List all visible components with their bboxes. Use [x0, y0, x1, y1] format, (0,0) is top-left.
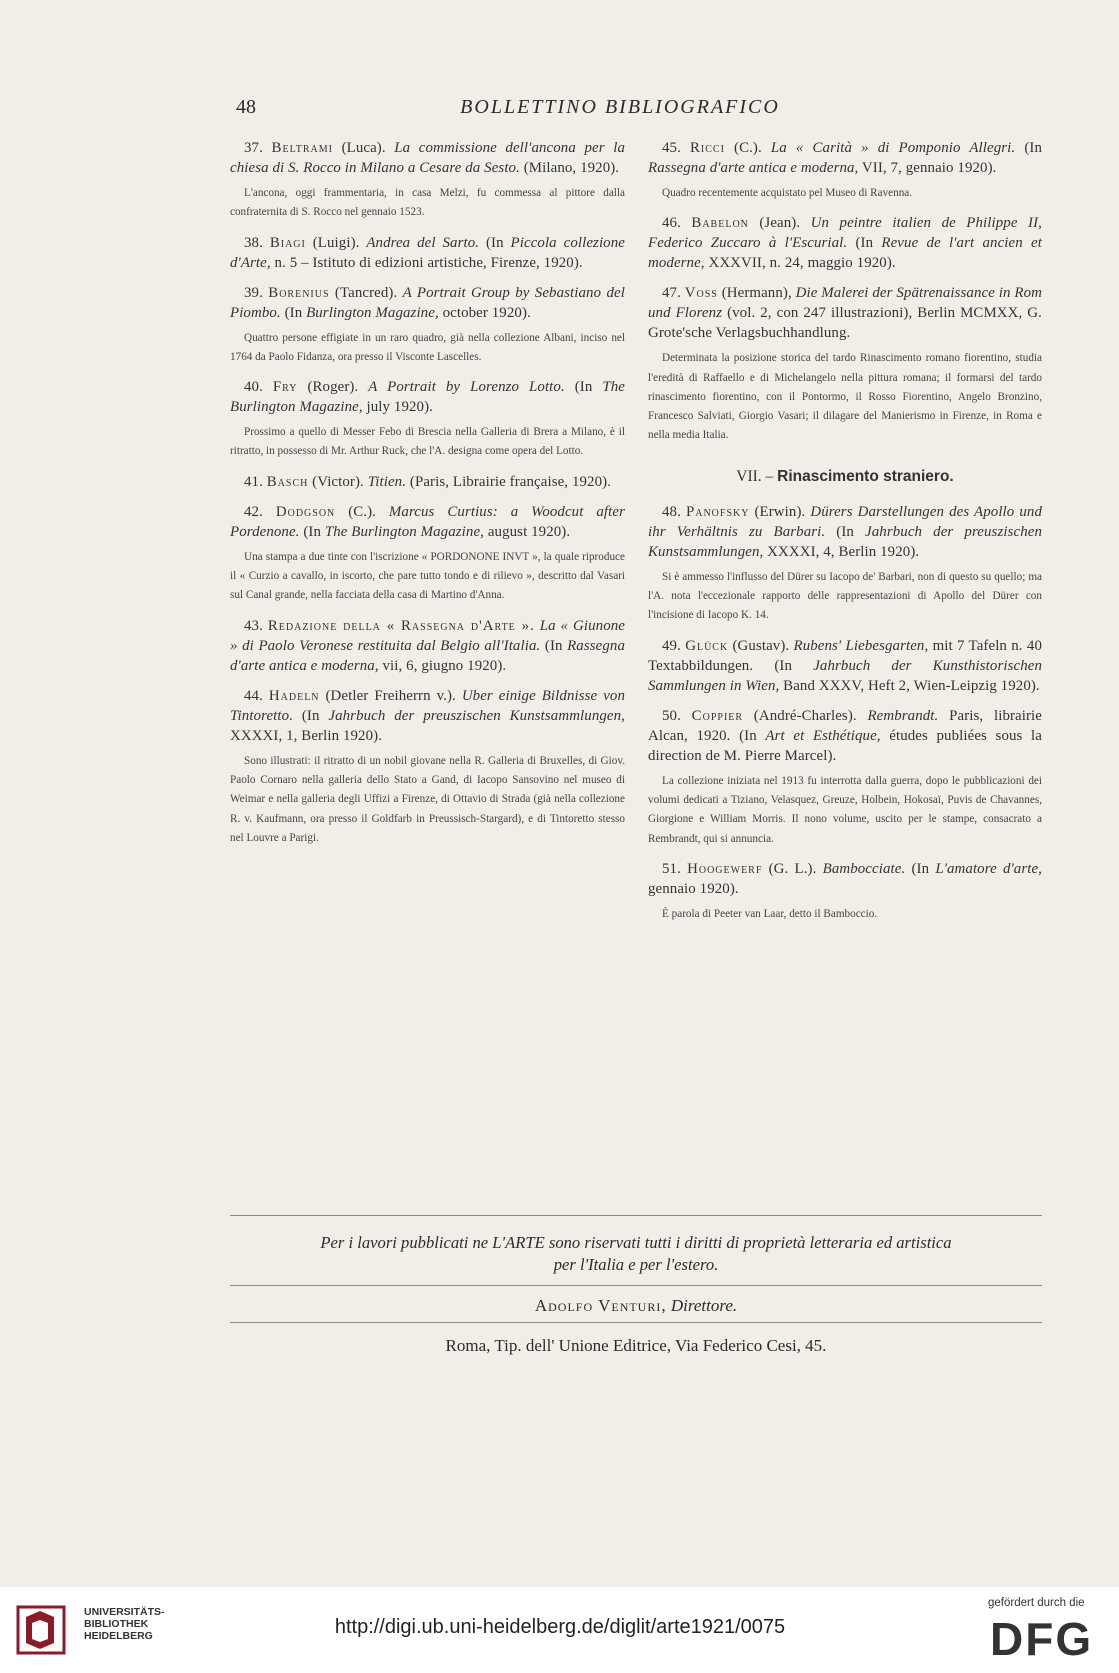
entry-publication: (In: [280, 304, 307, 321]
entry-publication-detail: gennaio 1920).: [648, 880, 739, 897]
entry-number: 38.: [244, 234, 263, 251]
director-title: Direttore.: [670, 1296, 738, 1315]
section-heading: [648, 468, 1042, 486]
entry-publication: (Paris, Librairie française, 1920).: [406, 473, 612, 490]
entry-publication: (In: [299, 523, 325, 540]
permalink-url[interactable]: http://digi.ub.uni-heidelberg.de/diglit/arte1921/0075: [334, 1616, 786, 1638]
entry-title: Un peintre italien de Philippe II, Federico Zuccaro à l'Escurial.: [648, 215, 1042, 252]
entry-note-40: Prossimo a quello di Messer Febo di Brescia nella Galleria di Brera a Milano, è il ritratto, in possesso di Mr. Arthur Ruck, che l'A. designa come opera del Lotto.: [230, 426, 625, 458]
entry-title: Andrea del Sarto.: [366, 234, 480, 251]
entry-author-detail: (G. L.).: [762, 860, 823, 877]
bibliography-entry-49: [648, 636, 1042, 696]
entry-journal: Jahrbuch der preuszischen Kunstsammlungen,: [648, 523, 1042, 560]
entry-journal: L'amatore d'arte,: [935, 860, 1042, 877]
entry-journal: Piccola collezione d'Arte,: [230, 234, 625, 271]
entry-publication-detail: XXXXI, 1, Berlin 1920).: [230, 727, 383, 744]
entry-journal: Jahrbuch der preuszischen Kunstsammlungen,: [328, 707, 625, 724]
right-column-lower: [648, 502, 1042, 924]
entry-author: Hadeln: [268, 687, 320, 704]
entry-title: A Portrait by Lorenzo Lotto.: [368, 379, 565, 396]
entry-journal: The Burlington Magazine,: [324, 523, 484, 540]
entry-publication: (In: [847, 235, 882, 252]
entry-title: Marcus Curtius: a Woodcut after Pordenone.: [230, 503, 625, 540]
entry-number: 41.: [244, 473, 263, 490]
entry-title: La « Giunone » di Paolo Veronese restituita dal Belgio all'Italia.: [230, 617, 625, 654]
library-name: [84, 1606, 165, 1642]
entry-journal: Rassegna d'arte antica e moderna,: [230, 637, 625, 674]
page-header: [0, 96, 1119, 126]
bibliography-entry-38: [230, 233, 625, 273]
entry-author: Panofsky: [685, 503, 750, 520]
entry-publication: (In: [825, 523, 866, 540]
entry-author: Biagi: [269, 234, 306, 251]
entry-title: La commissione dell'ancona per la chiesa di S. Rocco in Milano a Cesare da Sesto.: [230, 140, 626, 176]
entry-publication: mit 7 Tafeln n. 40 Textabbildungen. (In: [648, 637, 1043, 674]
entry-author: Voss: [684, 285, 718, 302]
entry-publication-detail: XXXXI, 4, Berlin 1920).: [763, 543, 920, 560]
entry-author-detail: (André-Charles).: [743, 707, 868, 724]
library-logo[interactable]: [16, 1603, 165, 1657]
entry-publication: (In: [905, 860, 936, 877]
entry-number: 39.: [244, 284, 263, 301]
entry-author-detail: (Victor).: [308, 473, 368, 490]
library-name-line-3: HEIDELBERG: [84, 1630, 153, 1642]
entry-number: 50.: [662, 707, 681, 724]
entry-author-detail: (Erwin).: [749, 503, 811, 520]
entry-number: 40.: [244, 379, 263, 396]
lower-rule: [230, 1322, 1042, 1323]
entry-number: 45.: [662, 140, 681, 156]
entry-author: Fry: [272, 379, 298, 396]
entry-number: 47.: [662, 285, 681, 302]
bibliography-entry-45: [648, 138, 1042, 178]
entry-journal: Rassegna d'arte antica e moderna,: [648, 160, 859, 176]
copyright-notice: [230, 1232, 1042, 1276]
entry-note-44: Sono illustrati: il ritratto di un nobil giovane nella R. Galleria di Bruxelles, di Giov. Paolo Cornaro nella galleria dello Stato a Gand, di Iacopo Sansovino nel museo di Weimar e nella galleria degli Uffizi a Firenze, di Ottavio di Strada (già nella collezione R. v. Kaufmann, ora presso il Goldfarb in Preussisch-Stargard), e di Tintoretto stesso nel Louvre a Parigi.: [230, 754, 625, 844]
entry-publication: (In: [479, 234, 511, 251]
entry-number: 42.: [244, 503, 263, 520]
entry-note-42: Una stampa a due tinte con l'iscrizione « PORDONONE INVT », la quale riproduce il « Curzio a cavallo, in iscorto, che pare tutto tondo e di rilievo », descritto dal Vasari sul Canal grande, nella facciata della casa di Martino d'Anna.: [230, 550, 625, 602]
page-number: 48: [236, 96, 256, 118]
entry-author: Beltrami: [271, 140, 333, 156]
entry-journal: Jahrbuch der Kunsthistorischen Sammlungen in Wien,: [648, 657, 1042, 694]
entry-author-detail: (Roger).: [297, 379, 369, 396]
entry-author: Coppier: [691, 707, 744, 724]
entry-author: Glück: [685, 637, 729, 654]
entry-number: 48.: [662, 503, 681, 520]
entry-publication-detail: august 1920).: [484, 523, 571, 540]
entry-publication: (vol. 2, con 247 illustrazioni), Berlin MCMXX, G. Grote'sche Verlagsbuchhandlung.: [648, 305, 1042, 342]
bibliography-entry-51: [648, 859, 1042, 899]
bibliography-entry-42: [230, 502, 625, 542]
viewer-footer: [0, 1587, 1119, 1673]
entry-title: Rubens' Liebesgarten,: [793, 637, 929, 654]
entry-author-detail: (Luigi).: [305, 234, 367, 251]
entry-author-detail: (Gustav).: [728, 637, 794, 654]
entry-publication: (In: [564, 379, 603, 396]
library-seal-icon: [16, 1603, 76, 1657]
section-number: VII. –: [736, 467, 774, 485]
director-name: Adolfo Venturi,: [534, 1296, 667, 1315]
entry-publication-detail: vii, 6, giugno 1920).: [378, 657, 507, 674]
entry-number: 51.: [662, 860, 681, 877]
entry-author-detail: (Luca).: [332, 140, 395, 156]
bibliography-entry-37: [230, 138, 625, 178]
entry-author-detail: (C.).: [335, 503, 389, 520]
entry-publication: Paris, librairie Alcan, 1920. (In: [648, 707, 1043, 744]
sponsor-label: gefördert durch die: [988, 1597, 1085, 1609]
entry-title: Titien.: [367, 473, 407, 490]
bibliography-entry-40: [230, 377, 625, 417]
entry-note-47: Determinata la posizione storica del tardo Rinascimento romano fiorentino, studia l'eredità di Raffaello e di Michelangelo nella pittura romana; il formarsi del tardo rinascimento fiorentino, con il Pontormo, il Rosso Fiorentino, Angelo Bronzino, Francesco Salviati, Giorgio Vasari; il dilagare del Manierismo in Firenze, in Roma e nella media Italia.: [648, 352, 1042, 442]
running-title: BOLLETTINO BIBLIOGRAFICO: [460, 96, 780, 118]
entry-author: Borenius: [268, 284, 330, 301]
entry-note-51: È parola di Peeter van Laar, detto il Bamboccio.: [662, 907, 878, 920]
entry-publication-detail: XXXVII, n. 24, maggio 1920).: [704, 255, 896, 272]
dfg-logo[interactable]: [990, 1615, 1102, 1661]
entry-publication-detail: études publiées sous la direction de M. Pierre Marcel).: [648, 727, 1043, 764]
printer-line: Roma, Tip. dell' Unione Editrice, Via Federico Cesi, 45.: [445, 1336, 827, 1355]
entry-note-48: Si è ammesso l'influsso del Dürer su Iacopo de' Barbari, non di questo su quello; ma l'A. nota l'eccezionale rapporto delle rappresentazioni di Apollo del Dürer con l'incisione di Iacopo K. 14.: [648, 570, 1042, 622]
bibliography-entry-44: [230, 686, 625, 746]
entry-title: Bambocciate.: [822, 860, 906, 877]
entry-publication: (Milano, 1920).: [519, 160, 620, 176]
entry-author-detail: (Tancred).: [329, 284, 403, 301]
left-column: [230, 138, 625, 858]
bibliography-entry-39: [230, 283, 625, 323]
bibliography-entry-47: [648, 283, 1042, 343]
entry-note-45: Quadro recentemente acquistato pel Museo di Ravenna.: [662, 187, 913, 199]
entry-number: 49.: [662, 637, 681, 654]
entry-number: 37.: [244, 140, 263, 156]
bibliography-entry-43: [230, 616, 625, 676]
entry-number: 44.: [244, 687, 263, 704]
entry-journal: Art et Esthétique,: [765, 727, 881, 744]
entry-author: Hoogewerf: [687, 860, 763, 877]
entry-author-detail: (C.).: [724, 140, 771, 156]
entry-author-detail: (Detler Freiherrn v.).: [319, 687, 462, 704]
entry-author: Dodgson: [275, 503, 336, 520]
entry-title: Rembrandt.: [867, 707, 939, 724]
entry-publication-detail: july 1920).: [362, 399, 433, 416]
entry-journal: Burlington Magazine,: [306, 304, 439, 321]
entry-title: Uber einige Bildnisse von Tintoretto.: [230, 687, 625, 724]
library-name-line-2: BIBLIOTHEK: [84, 1618, 149, 1630]
director-line: [230, 1296, 1042, 1316]
entry-publication-detail: n. 5 – Istituto di edizioni artistiche, Firenze, 1920).: [270, 254, 583, 271]
notice-line-1: Per i lavori pubblicati ne L'ARTE sono riservati tutti i diritti di proprietà letteraria ed artistica: [320, 1233, 952, 1252]
notice-line-2: per l'Italia e per l'estero.: [553, 1255, 719, 1274]
entry-author: Ricci: [690, 140, 725, 156]
entry-publication: (In: [293, 707, 329, 724]
bibliography-entry-46: [648, 213, 1042, 273]
entry-publication: (In: [1015, 140, 1042, 156]
entry-title: A Portrait Group by Sebastiano del Piombo.: [230, 284, 625, 321]
entry-publication: (In: [540, 637, 568, 654]
entry-journal: Revue de l'art ancien et moderne,: [648, 235, 1042, 272]
entry-title: Die Malerei der Spätrenaissance in Rom und Florenz: [648, 285, 1042, 322]
bibliography-entry-48: [648, 502, 1042, 562]
dfg-logo-text: DFG: [990, 1615, 1094, 1661]
middle-rule: [230, 1285, 1042, 1286]
entry-number: 43.: [244, 617, 263, 634]
bibliography-entry-50: [648, 706, 1042, 766]
entry-note-50: La collezione iniziata nel 1913 fu interrotta dalla guerra, dopo le pubblicazioni dei volumi dedicati a Tiziano, Velasquez, Greuze, Holbein, Hokosaï, Puvis de Chavannes, Giorgione e William Morris. Il nono volume, uscito per le stampe, consacrato a Rembrandt, qui si annuncia.: [648, 774, 1042, 845]
entry-journal: The Burlington Magazine,: [230, 379, 626, 416]
library-name-line-1: UNIVERSITÄTS-: [84, 1606, 165, 1618]
entry-number: 46.: [662, 215, 681, 232]
bibliography-entry-41: [230, 472, 625, 492]
entry-author-detail: (Hermann),: [717, 285, 796, 302]
entry-note-39: Quattro persone effigiate in un raro quadro, già nella collezione Albani, inciso nel 1764 da Paolo Fidanza, ora presso il Visconte Lascelles.: [230, 331, 625, 363]
entry-publication-detail: VII, 7, gennaio 1920).: [858, 160, 997, 176]
entry-author-detail: (Jean).: [748, 215, 811, 232]
entry-title: La « Carità » di Pomponio Allegri.: [770, 140, 1016, 156]
entry-title: Dürers Darstellungen des Apollo und ihr Verhältnis zu Barbari.: [648, 503, 1042, 540]
entry-note-37: L'ancona, oggi frammentaria, in casa Melzi, fu commessa al pittore dalla confraternita di S. Rocco nel gennaio 1523.: [230, 187, 625, 219]
entry-author: Basch: [266, 473, 309, 490]
entry-publication-detail: Band XXXV, Heft 2, Wien-Leipzig 1920).: [779, 677, 1040, 694]
entry-publication-detail: october 1920).: [438, 304, 531, 321]
entry-author: Babelon: [691, 215, 749, 232]
top-rule: [230, 1215, 1042, 1216]
entry-author: Redazione della « Rassegna d'Arte ».: [267, 617, 535, 634]
section-title: Rinascimento straniero.: [777, 467, 954, 485]
right-column: [648, 138, 1042, 934]
right-column-upper: [648, 138, 1042, 446]
